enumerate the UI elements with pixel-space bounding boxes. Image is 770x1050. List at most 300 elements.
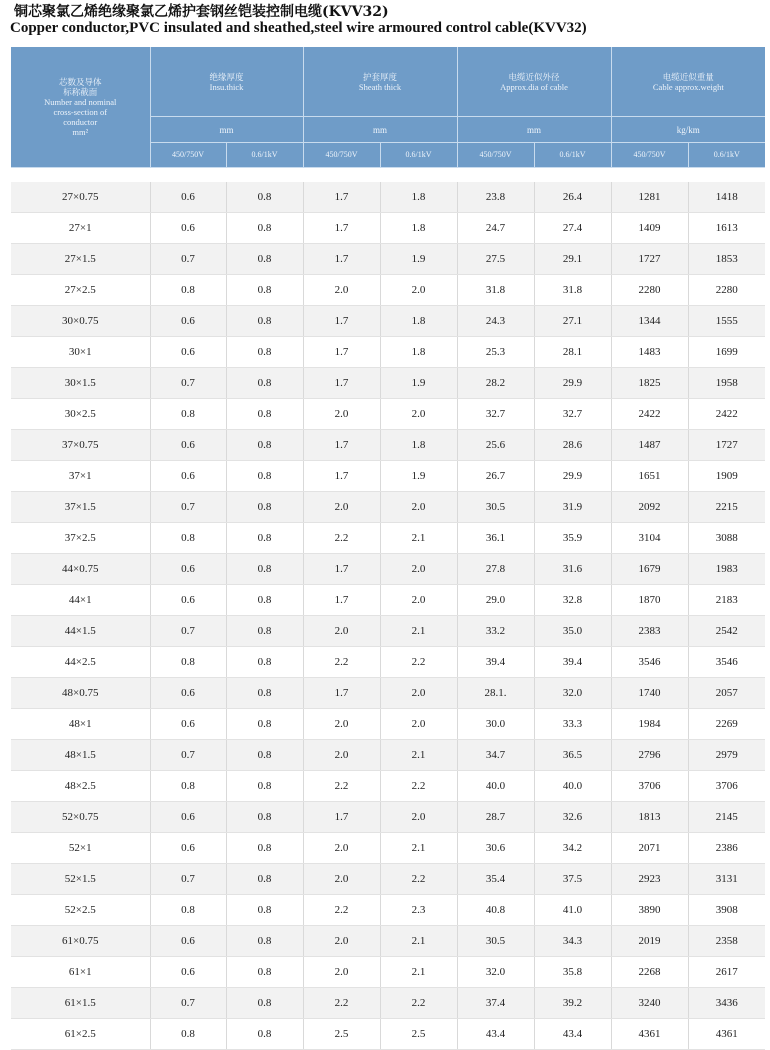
- cell-conductor: 48×0.75: [11, 678, 150, 709]
- cell-sheath-450: 2.2: [303, 988, 380, 1019]
- cell-insu-1kv: 0.8: [226, 678, 303, 709]
- table-row: [11, 399, 765, 430]
- header-weight-cn: 电缆近似重量: [662, 71, 714, 82]
- cell-insu-450: 0.7: [150, 740, 226, 771]
- cell-dia-1kv: 39.2: [534, 988, 611, 1019]
- header-sheath: [303, 47, 457, 117]
- cell-insu-450: 0.7: [150, 616, 226, 647]
- table-row: [11, 275, 765, 306]
- cell-sheath-1kv: 2.1: [380, 523, 457, 554]
- cell-dia-1kv: 31.8: [534, 275, 611, 306]
- cell-weight-450: 2383: [611, 616, 688, 647]
- cell-weight-450: 4361: [611, 1019, 688, 1050]
- spacer-cell: [11, 168, 765, 183]
- cell-insu-1kv: 0.8: [226, 895, 303, 926]
- cell-weight-1kv: 3436: [688, 988, 765, 1019]
- cell-conductor: 44×1: [11, 585, 150, 616]
- cell-weight-1kv: 2215: [688, 492, 765, 523]
- table-row: [11, 647, 765, 678]
- cell-weight-1kv: 1909: [688, 461, 765, 492]
- cell-sheath-1kv: 2.1: [380, 616, 457, 647]
- cell-sheath-1kv: 2.0: [380, 709, 457, 740]
- cell-sheath-1kv: 2.1: [380, 926, 457, 957]
- header-conductor-en3: conductor: [63, 117, 98, 127]
- table-row: [11, 554, 765, 585]
- header-conductor-cn2: 标称截面: [63, 87, 98, 97]
- cell-dia-450: 29.0: [457, 585, 534, 616]
- cell-dia-1kv: 32.6: [534, 802, 611, 833]
- cell-sheath-1kv: 2.2: [380, 771, 457, 802]
- cell-weight-450: 1651: [611, 461, 688, 492]
- cell-insu-1kv: 0.8: [226, 709, 303, 740]
- header-insulation: [150, 47, 303, 117]
- cell-weight-1kv: 2183: [688, 585, 765, 616]
- cell-sheath-450: 2.2: [303, 771, 380, 802]
- cell-insu-1kv: 0.8: [226, 368, 303, 399]
- cell-sheath-450: 1.7: [303, 368, 380, 399]
- table-row: [11, 244, 765, 275]
- cell-sheath-450: 2.2: [303, 895, 380, 926]
- cell-conductor: 61×0.75: [11, 926, 150, 957]
- cell-weight-1kv: 2422: [688, 399, 765, 430]
- unit-sheath: mm: [303, 117, 457, 143]
- cell-insu-1kv: 0.8: [226, 523, 303, 554]
- cell-insu-450: 0.8: [150, 771, 226, 802]
- cell-conductor: 61×1: [11, 957, 150, 988]
- cell-dia-450: 27.5: [457, 244, 534, 275]
- cell-dia-1kv: 26.4: [534, 182, 611, 213]
- cell-sheath-450: 1.7: [303, 585, 380, 616]
- cell-conductor: 27×0.75: [11, 182, 150, 213]
- cell-weight-1kv: 1613: [688, 213, 765, 244]
- header-insulation-cn: 绝缘厚度: [209, 71, 244, 82]
- cell-sheath-450: 2.0: [303, 833, 380, 864]
- cell-weight-1kv: 2057: [688, 678, 765, 709]
- table-row: [11, 337, 765, 368]
- cell-insu-450: 0.6: [150, 461, 226, 492]
- cell-sheath-450: 1.7: [303, 182, 380, 213]
- cell-dia-450: 30.6: [457, 833, 534, 864]
- header-conductor-cn1: 芯数及导体: [58, 77, 102, 87]
- cell-insu-1kv: 0.8: [226, 647, 303, 678]
- cell-insu-1kv: 0.8: [226, 492, 303, 523]
- cell-conductor: 37×1.5: [11, 492, 150, 523]
- table-row: [11, 213, 765, 244]
- cell-sheath-450: 2.0: [303, 740, 380, 771]
- cell-dia-450: 28.7: [457, 802, 534, 833]
- cell-sheath-1kv: 2.3: [380, 895, 457, 926]
- table-row: [11, 709, 765, 740]
- cell-insu-450: 0.7: [150, 492, 226, 523]
- cell-sheath-450: 1.7: [303, 337, 380, 368]
- cell-insu-450: 0.6: [150, 337, 226, 368]
- cell-weight-450: 2092: [611, 492, 688, 523]
- cell-insu-450: 0.6: [150, 957, 226, 988]
- unit-weight: kg/km: [611, 117, 765, 143]
- header-diameter: [457, 47, 611, 117]
- cell-weight-450: 2071: [611, 833, 688, 864]
- cell-weight-450: 2422: [611, 399, 688, 430]
- cell-insu-1kv: 0.8: [226, 988, 303, 1019]
- header-conductor-en1: Number and nominal: [44, 97, 117, 107]
- cell-weight-450: 1483: [611, 337, 688, 368]
- cell-weight-1kv: 1418: [688, 182, 765, 213]
- cell-dia-450: 24.3: [457, 306, 534, 337]
- cell-weight-450: 3240: [611, 988, 688, 1019]
- cell-sheath-1kv: 2.5: [380, 1019, 457, 1050]
- cell-sheath-1kv: 2.1: [380, 740, 457, 771]
- header-weight-en: Cable approx.weight: [652, 81, 724, 92]
- table-row: [11, 678, 765, 709]
- cell-weight-450: 1984: [611, 709, 688, 740]
- cell-sheath-1kv: 1.9: [380, 244, 457, 275]
- cell-conductor: 48×1.5: [11, 740, 150, 771]
- cell-insu-450: 0.6: [150, 709, 226, 740]
- cell-conductor: 61×1.5: [11, 988, 150, 1019]
- cell-dia-450: 40.0: [457, 771, 534, 802]
- header-sheath-cn: 护套厚度: [363, 71, 398, 82]
- cell-insu-1kv: 0.8: [226, 740, 303, 771]
- table-row: [11, 802, 765, 833]
- cell-weight-1kv: 2358: [688, 926, 765, 957]
- table-row: [11, 1019, 765, 1050]
- cell-insu-1kv: 0.8: [226, 275, 303, 306]
- cell-dia-1kv: 27.4: [534, 213, 611, 244]
- cell-weight-1kv: 1983: [688, 554, 765, 585]
- table-body: [11, 168, 765, 1050]
- cell-dia-1kv: 28.6: [534, 430, 611, 461]
- cell-weight-1kv: 2145: [688, 802, 765, 833]
- cell-dia-450: 23.8: [457, 182, 534, 213]
- table-row: [11, 492, 765, 523]
- cell-weight-450: 1281: [611, 182, 688, 213]
- cell-weight-450: 1870: [611, 585, 688, 616]
- cell-sheath-1kv: 2.0: [380, 585, 457, 616]
- cell-weight-450: 1679: [611, 554, 688, 585]
- cell-dia-450: 33.2: [457, 616, 534, 647]
- table-row: [11, 368, 765, 399]
- cell-weight-450: 1813: [611, 802, 688, 833]
- cell-insu-450: 0.6: [150, 554, 226, 585]
- table-row: [11, 616, 765, 647]
- table-row: [11, 430, 765, 461]
- cell-dia-1kv: 36.5: [534, 740, 611, 771]
- cell-insu-450: 0.6: [150, 182, 226, 213]
- cell-weight-450: 3890: [611, 895, 688, 926]
- cell-dia-1kv: 34.3: [534, 926, 611, 957]
- cell-sheath-1kv: 1.9: [380, 368, 457, 399]
- cell-weight-450: 1409: [611, 213, 688, 244]
- cell-insu-450: 0.6: [150, 833, 226, 864]
- cell-weight-450: 2923: [611, 864, 688, 895]
- cell-insu-1kv: 0.8: [226, 771, 303, 802]
- table-row: [11, 864, 765, 895]
- cell-weight-450: 1344: [611, 306, 688, 337]
- cell-insu-450: 0.7: [150, 368, 226, 399]
- cell-sheath-450: 1.7: [303, 244, 380, 275]
- cell-dia-1kv: 32.0: [534, 678, 611, 709]
- cell-insu-450: 0.8: [150, 1019, 226, 1050]
- cell-insu-1kv: 0.8: [226, 213, 303, 244]
- cell-sheath-1kv: 1.8: [380, 182, 457, 213]
- cell-dia-450: 27.8: [457, 554, 534, 585]
- cell-weight-1kv: 1853: [688, 244, 765, 275]
- cell-weight-450: 3104: [611, 523, 688, 554]
- table-row: [11, 306, 765, 337]
- cell-dia-1kv: 29.9: [534, 368, 611, 399]
- cell-weight-450: 2796: [611, 740, 688, 771]
- header-conductor: [11, 47, 150, 168]
- cell-insu-1kv: 0.8: [226, 244, 303, 275]
- table-row: [11, 182, 765, 213]
- header-conductor-unit: mm²: [72, 127, 89, 137]
- cell-insu-1kv: 0.8: [226, 802, 303, 833]
- cell-insu-1kv: 0.8: [226, 926, 303, 957]
- cell-sheath-1kv: 1.8: [380, 430, 457, 461]
- title-english: Copper conductor,PVC insulated and sheathed,steel wire armoured control cable(KVV32): [10, 20, 587, 36]
- cable-spec-table: [11, 47, 765, 1050]
- voltage-0-6-1kv: 0.6/1kV: [380, 143, 457, 168]
- cell-sheath-450: 2.0: [303, 926, 380, 957]
- cell-conductor: 52×1: [11, 833, 150, 864]
- cell-dia-450: 40.8: [457, 895, 534, 926]
- cell-sheath-450: 2.0: [303, 864, 380, 895]
- cell-dia-1kv: 35.9: [534, 523, 611, 554]
- header-insulation-en: Insu.thick: [209, 81, 244, 92]
- cell-weight-1kv: 2386: [688, 833, 765, 864]
- cell-sheath-1kv: 2.0: [380, 492, 457, 523]
- cell-sheath-1kv: 2.1: [380, 833, 457, 864]
- cell-sheath-1kv: 2.2: [380, 864, 457, 895]
- table-row: [11, 833, 765, 864]
- cell-sheath-450: 1.7: [303, 430, 380, 461]
- cell-weight-1kv: 3546: [688, 647, 765, 678]
- cell-dia-1kv: 29.9: [534, 461, 611, 492]
- cell-weight-1kv: 3908: [688, 895, 765, 926]
- voltage-0-6-1kv: 0.6/1kV: [688, 143, 765, 168]
- cell-insu-1kv: 0.8: [226, 182, 303, 213]
- cell-insu-1kv: 0.8: [226, 585, 303, 616]
- cell-conductor: 44×2.5: [11, 647, 150, 678]
- cell-insu-450: 0.7: [150, 864, 226, 895]
- cell-weight-450: 1727: [611, 244, 688, 275]
- cell-sheath-450: 2.2: [303, 647, 380, 678]
- table-row: [11, 523, 765, 554]
- cell-conductor: 37×2.5: [11, 523, 150, 554]
- cell-insu-450: 0.8: [150, 399, 226, 430]
- cell-conductor: 30×1: [11, 337, 150, 368]
- cell-dia-1kv: 32.7: [534, 399, 611, 430]
- cell-dia-1kv: 31.9: [534, 492, 611, 523]
- cell-insu-1kv: 0.8: [226, 337, 303, 368]
- header-spacer: [11, 168, 765, 183]
- cell-weight-1kv: 2542: [688, 616, 765, 647]
- cell-weight-450: 2268: [611, 957, 688, 988]
- cell-insu-1kv: 0.8: [226, 430, 303, 461]
- cell-dia-1kv: 35.0: [534, 616, 611, 647]
- cell-insu-450: 0.6: [150, 585, 226, 616]
- cell-dia-450: 30.5: [457, 492, 534, 523]
- cell-dia-1kv: 35.8: [534, 957, 611, 988]
- cell-sheath-450: 1.7: [303, 554, 380, 585]
- cell-dia-1kv: 43.4: [534, 1019, 611, 1050]
- cell-insu-450: 0.6: [150, 306, 226, 337]
- cell-conductor: 52×2.5: [11, 895, 150, 926]
- cell-weight-1kv: 3706: [688, 771, 765, 802]
- cell-insu-450: 0.6: [150, 802, 226, 833]
- cell-conductor: 52×1.5: [11, 864, 150, 895]
- cell-weight-1kv: 2979: [688, 740, 765, 771]
- cell-dia-450: 24.7: [457, 213, 534, 244]
- cell-sheath-1kv: 2.0: [380, 275, 457, 306]
- cell-insu-450: 0.6: [150, 926, 226, 957]
- cell-dia-1kv: 34.2: [534, 833, 611, 864]
- unit-diameter: mm: [457, 117, 611, 143]
- cell-sheath-1kv: 2.0: [380, 399, 457, 430]
- table-row: [11, 461, 765, 492]
- cell-conductor: 44×0.75: [11, 554, 150, 585]
- cell-conductor: 27×1.5: [11, 244, 150, 275]
- cell-insu-450: 0.6: [150, 213, 226, 244]
- cell-dia-1kv: 28.1: [534, 337, 611, 368]
- cell-dia-450: 30.5: [457, 926, 534, 957]
- cell-dia-450: 28.1.: [457, 678, 534, 709]
- cell-sheath-450: 2.0: [303, 709, 380, 740]
- cell-insu-450: 0.8: [150, 895, 226, 926]
- cell-weight-1kv: 4361: [688, 1019, 765, 1050]
- cell-weight-450: 3706: [611, 771, 688, 802]
- cell-insu-450: 0.6: [150, 430, 226, 461]
- cell-sheath-1kv: 2.2: [380, 988, 457, 1019]
- title-chinese: 铜芯聚氯乙烯绝缘聚氯乙烯护套钢丝铠装控制电缆(KVV32): [14, 4, 389, 20]
- cell-weight-1kv: 2280: [688, 275, 765, 306]
- cell-weight-450: 1740: [611, 678, 688, 709]
- cell-insu-450: 0.8: [150, 275, 226, 306]
- cell-conductor: 27×2.5: [11, 275, 150, 306]
- cell-weight-1kv: 1699: [688, 337, 765, 368]
- cell-insu-450: 0.8: [150, 647, 226, 678]
- table-row: [11, 771, 765, 802]
- cell-dia-450: 25.3: [457, 337, 534, 368]
- cell-dia-450: 30.0: [457, 709, 534, 740]
- cell-sheath-1kv: 1.8: [380, 213, 457, 244]
- cell-dia-450: 26.7: [457, 461, 534, 492]
- cell-dia-450: 32.7: [457, 399, 534, 430]
- cell-dia-1kv: 39.4: [534, 647, 611, 678]
- voltage-450-750v: 450/750V: [457, 143, 534, 168]
- voltage-0-6-1kv: 0.6/1kV: [534, 143, 611, 168]
- cell-conductor: 37×0.75: [11, 430, 150, 461]
- cell-sheath-450: 2.2: [303, 523, 380, 554]
- voltage-450-750v: 450/750V: [303, 143, 380, 168]
- voltage-0-6-1kv: 0.6/1kV: [226, 143, 303, 168]
- header-diameter-cn: 电缆近似外径: [508, 71, 560, 82]
- cell-insu-1kv: 0.8: [226, 306, 303, 337]
- cell-sheath-450: 1.7: [303, 306, 380, 337]
- cell-insu-1kv: 0.8: [226, 554, 303, 585]
- cell-conductor: 30×0.75: [11, 306, 150, 337]
- table-header: [11, 47, 765, 168]
- cell-conductor: 37×1: [11, 461, 150, 492]
- cell-sheath-1kv: 1.8: [380, 306, 457, 337]
- cell-sheath-450: 2.5: [303, 1019, 380, 1050]
- cell-weight-1kv: 1727: [688, 430, 765, 461]
- cell-weight-450: 1487: [611, 430, 688, 461]
- cell-dia-1kv: 32.8: [534, 585, 611, 616]
- cell-dia-450: 28.2: [457, 368, 534, 399]
- table-row: [11, 926, 765, 957]
- cell-conductor: 30×1.5: [11, 368, 150, 399]
- cell-sheath-1kv: 2.1: [380, 957, 457, 988]
- cell-insu-1kv: 0.8: [226, 864, 303, 895]
- cell-weight-450: 3546: [611, 647, 688, 678]
- cell-sheath-450: 2.0: [303, 492, 380, 523]
- cell-dia-1kv: 31.6: [534, 554, 611, 585]
- cell-sheath-450: 2.0: [303, 957, 380, 988]
- table-row: [11, 895, 765, 926]
- cell-dia-450: 39.4: [457, 647, 534, 678]
- cell-weight-1kv: 2269: [688, 709, 765, 740]
- cell-insu-1kv: 0.8: [226, 833, 303, 864]
- cell-insu-1kv: 0.8: [226, 957, 303, 988]
- cell-insu-1kv: 0.8: [226, 616, 303, 647]
- cell-dia-450: 34.7: [457, 740, 534, 771]
- cell-insu-450: 0.6: [150, 678, 226, 709]
- cell-sheath-1kv: 1.9: [380, 461, 457, 492]
- cell-sheath-1kv: 1.8: [380, 337, 457, 368]
- cell-conductor: 48×1: [11, 709, 150, 740]
- cell-weight-1kv: 1555: [688, 306, 765, 337]
- cell-dia-450: 37.4: [457, 988, 534, 1019]
- header-diameter-en: Approx.dia of cable: [500, 81, 568, 92]
- table-row: [11, 957, 765, 988]
- header-conductor-en2: cross-section of: [53, 107, 108, 117]
- cell-weight-450: 2280: [611, 275, 688, 306]
- cell-conductor: 48×2.5: [11, 771, 150, 802]
- cell-dia-450: 31.8: [457, 275, 534, 306]
- cell-dia-450: 43.4: [457, 1019, 534, 1050]
- cell-dia-450: 36.1: [457, 523, 534, 554]
- cell-insu-450: 0.8: [150, 523, 226, 554]
- table-row: [11, 740, 765, 771]
- cell-weight-450: 2019: [611, 926, 688, 957]
- cell-insu-450: 0.7: [150, 988, 226, 1019]
- cell-insu-1kv: 0.8: [226, 461, 303, 492]
- header-sheath-en: Sheath thick: [358, 81, 402, 92]
- cell-sheath-1kv: 2.0: [380, 554, 457, 585]
- cell-dia-450: 35.4: [457, 864, 534, 895]
- voltage-450-750v: 450/750V: [611, 143, 688, 168]
- cell-conductor: 44×1.5: [11, 616, 150, 647]
- cell-sheath-450: 1.7: [303, 678, 380, 709]
- cell-sheath-1kv: 2.2: [380, 647, 457, 678]
- cell-weight-1kv: 2617: [688, 957, 765, 988]
- cell-conductor: 61×2.5: [11, 1019, 150, 1050]
- cell-sheath-450: 1.7: [303, 461, 380, 492]
- cell-dia-1kv: 33.3: [534, 709, 611, 740]
- voltage-450-750v: 450/750V: [150, 143, 226, 168]
- cell-dia-450: 25.6: [457, 430, 534, 461]
- cell-sheath-450: 1.7: [303, 213, 380, 244]
- cell-dia-450: 32.0: [457, 957, 534, 988]
- cell-sheath-1kv: 2.0: [380, 802, 457, 833]
- cell-dia-1kv: 37.5: [534, 864, 611, 895]
- table-row: [11, 585, 765, 616]
- cell-conductor: 27×1: [11, 213, 150, 244]
- header-weight: [611, 47, 765, 117]
- cell-sheath-450: 2.0: [303, 275, 380, 306]
- cell-insu-450: 0.7: [150, 244, 226, 275]
